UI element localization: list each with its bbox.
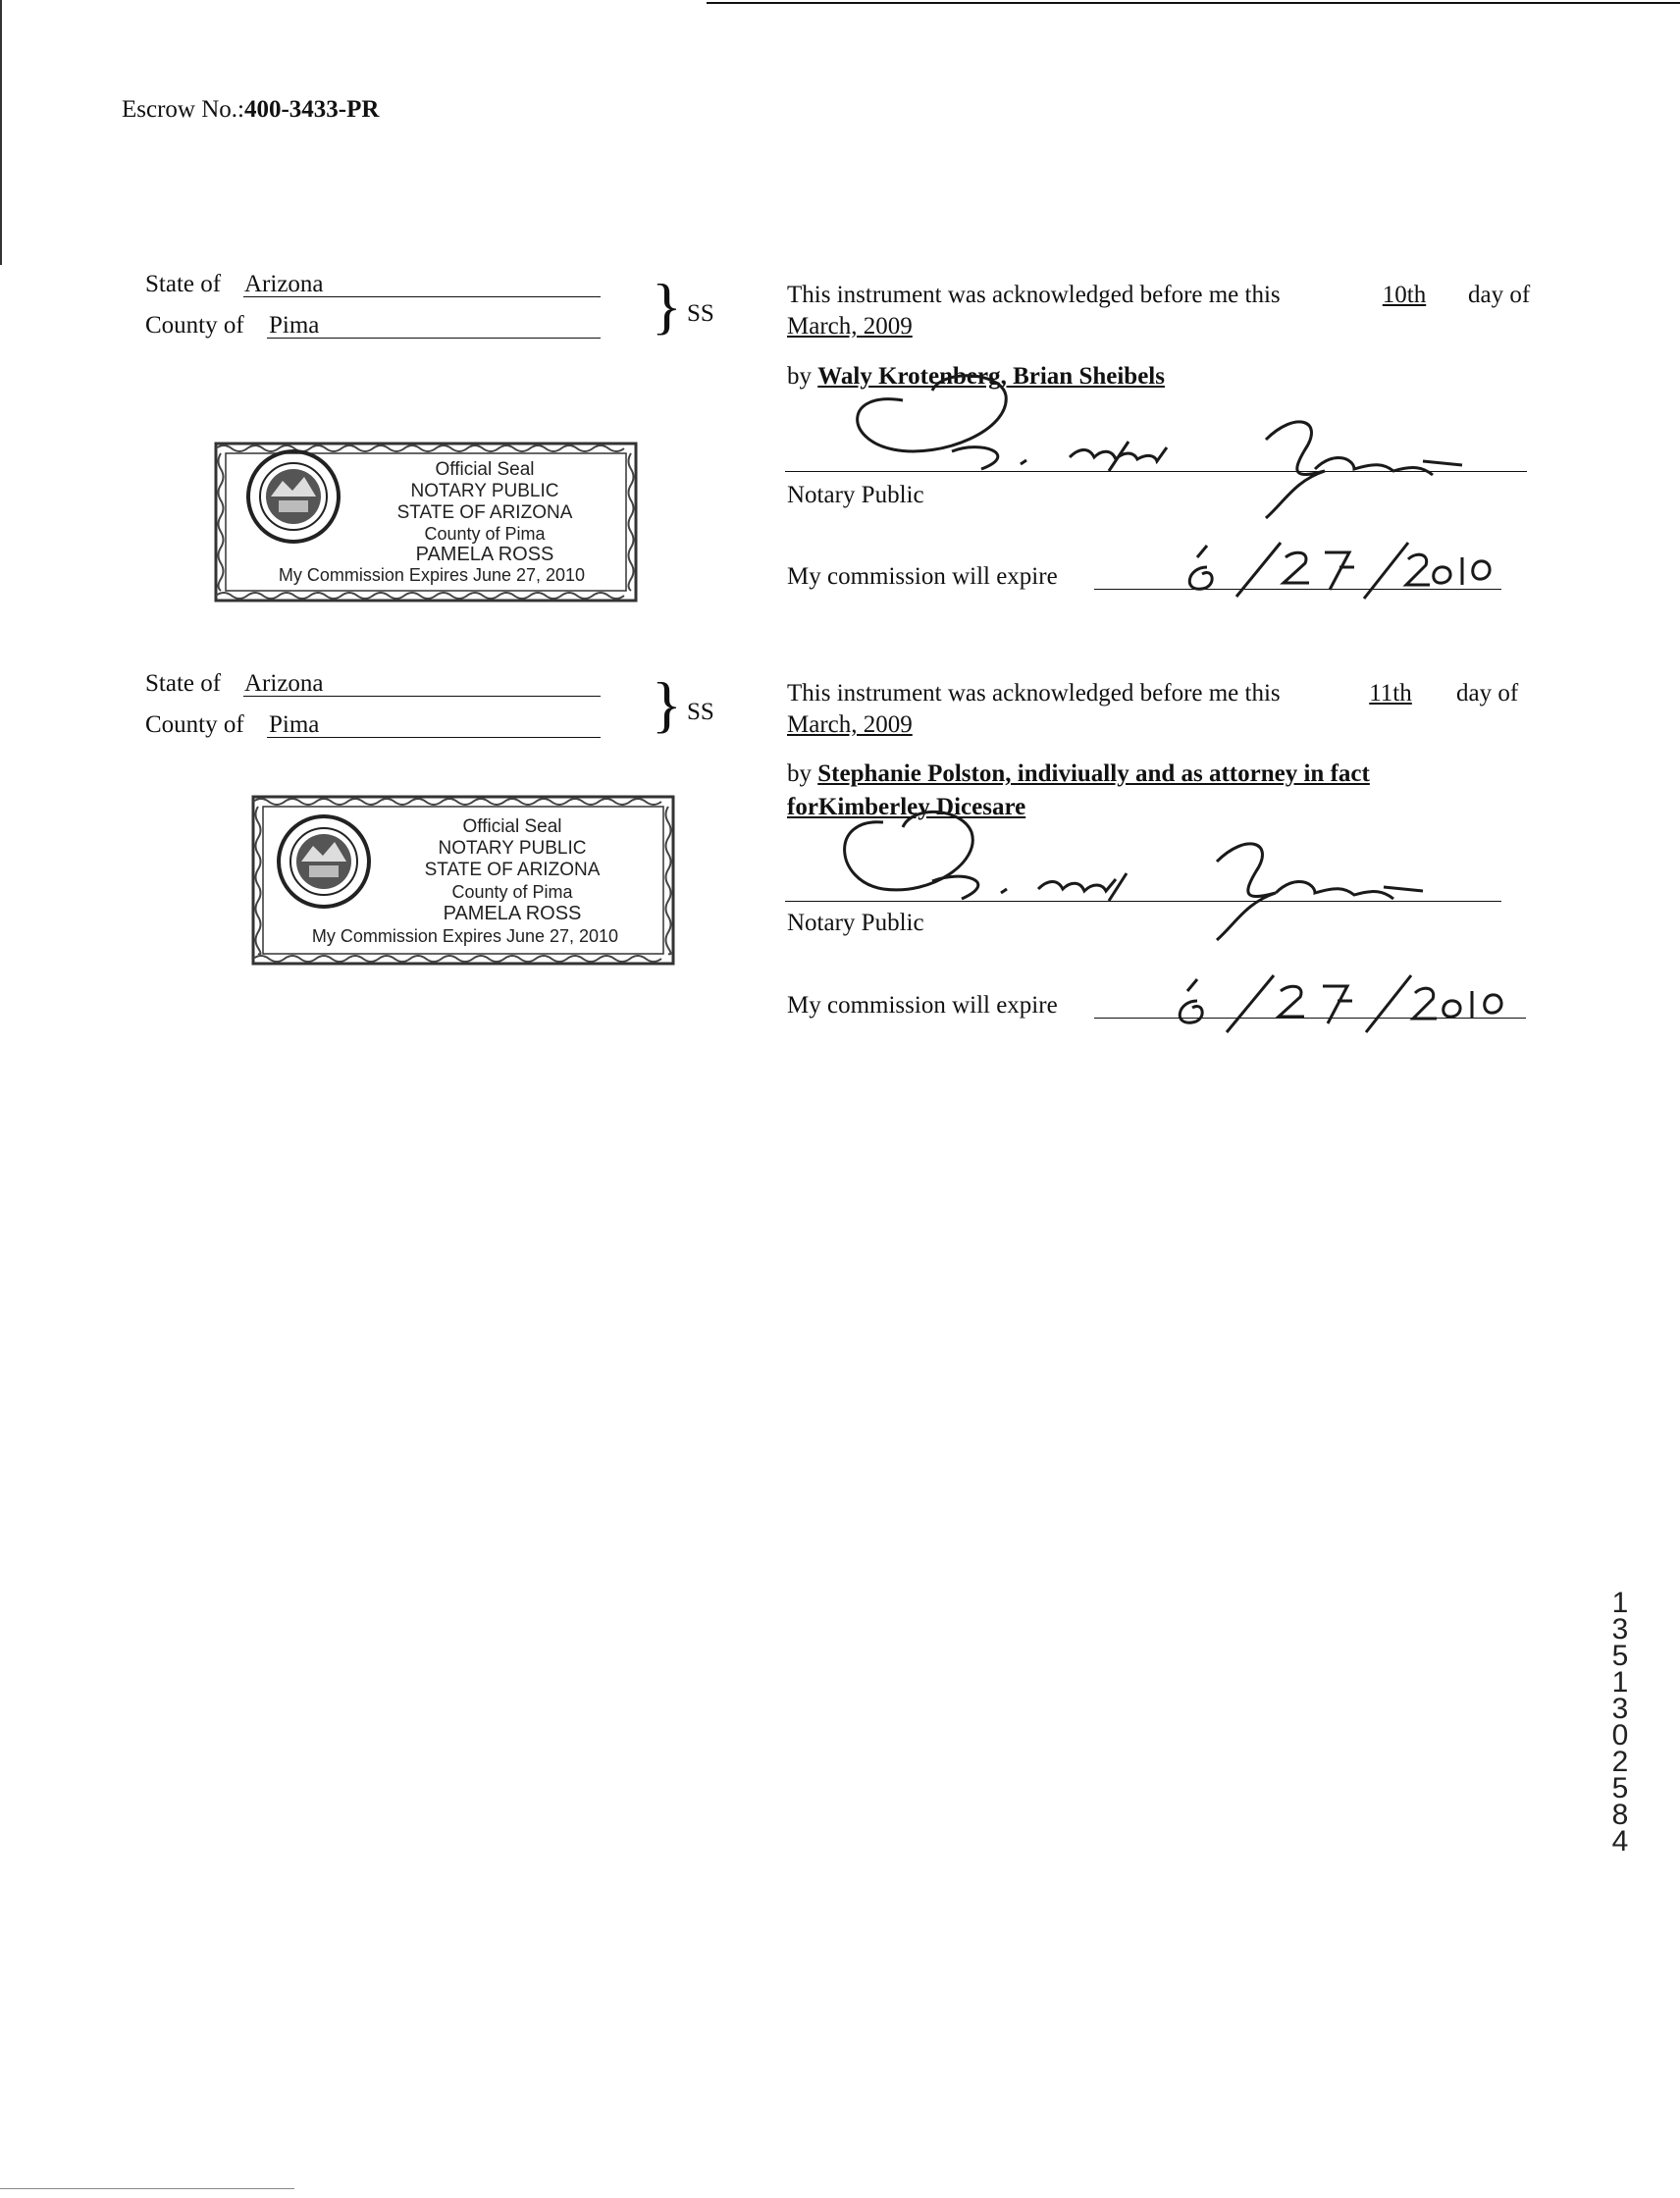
state-label: State of [145, 271, 222, 297]
venue-brace: } [652, 271, 682, 340]
state-value: Arizona [244, 271, 324, 297]
by-names-line2: forKimberley Dicesare [787, 794, 1026, 820]
escrow-header [122, 95, 379, 125]
expire-label: My commission will expire [787, 992, 1058, 1019]
seal-expires: My Commission Expires June 27, 2010 [278, 565, 586, 585]
ack-date: March, 2009 [787, 313, 913, 340]
state-underline [243, 296, 601, 297]
expire-label: My commission will expire [787, 563, 1058, 590]
seal-notary-public: NOTARY PUBLIC [438, 838, 587, 859]
seal-official: Official Seal [462, 816, 562, 837]
recording-number: 1351302584 [1611, 1587, 1629, 1858]
expire-handwritten [1168, 538, 1501, 606]
seal-county: County of Pima [451, 882, 573, 902]
by-names: Stephanie Polston, indiviually and as attorney in fact [817, 760, 1370, 787]
county-underline [267, 338, 601, 339]
notary-seal-2 [247, 791, 679, 969]
escrow-number: 400-3433-PR [243, 96, 380, 123]
notary-public-label: Notary Public [787, 482, 924, 508]
county-line-2 [145, 710, 320, 740]
ack-line-1 [787, 281, 1281, 310]
seal-name: PAMELA ROSS [415, 544, 554, 565]
expire-handwritten [1158, 971, 1521, 1040]
ack-after: day of [1468, 282, 1531, 308]
state-line-1 [145, 270, 324, 299]
by-names: Waly Krotenberg, Brian Sheibels [817, 363, 1165, 390]
by-label: by [787, 363, 812, 390]
seal-state: STATE OF ARIZONA [424, 860, 601, 880]
county-label: County of [145, 711, 244, 738]
handwritten-date [1158, 971, 1521, 1040]
seal-county: County of Pima [424, 524, 546, 544]
seal-name: PAMELA ROSS [443, 903, 582, 924]
county-label: County of [145, 312, 244, 339]
seal-state: STATE OF ARIZONA [396, 502, 573, 523]
state-seal-icon [248, 451, 339, 542]
ack-after: day of [1456, 680, 1519, 706]
handwritten-date [1168, 538, 1501, 606]
county-underline [267, 737, 601, 738]
ack-day: 10th [1382, 282, 1427, 308]
escrow-label: Escrow No.: [122, 96, 244, 123]
ack-date: March, 2009 [787, 711, 913, 738]
ack-before: This instrument was acknowledged before me this [787, 282, 1281, 308]
by-label: by [787, 760, 812, 787]
by-line [787, 759, 1370, 789]
notary-public-label: Notary Public [787, 910, 924, 936]
bottom-scan-line [0, 2188, 294, 2189]
county-value: Pima [269, 711, 320, 738]
county-line-1 [145, 311, 320, 340]
state-line-2 [145, 669, 324, 699]
ss-label: SS [687, 699, 714, 725]
ack-line-1 [787, 679, 1281, 708]
state-seal-icon [279, 816, 369, 907]
ack-before: This instrument was acknowledged before me this [787, 680, 1281, 706]
state-label: State of [145, 670, 222, 697]
seal-expires: My Commission Expires June 27, 2010 [311, 926, 619, 946]
notary-seal-1 [210, 438, 642, 606]
state-value: Arizona [244, 670, 324, 697]
state-underline [243, 696, 601, 697]
left-edge-line [0, 0, 2, 265]
venue-brace: } [652, 669, 682, 739]
seal-notary-public: NOTARY PUBLIC [410, 481, 559, 501]
county-value: Pima [269, 312, 320, 339]
ack-day: 11th [1369, 680, 1412, 706]
ss-label: SS [687, 300, 714, 327]
top-border-line [707, 2, 1680, 4]
seal-official: Official Seal [435, 459, 535, 480]
